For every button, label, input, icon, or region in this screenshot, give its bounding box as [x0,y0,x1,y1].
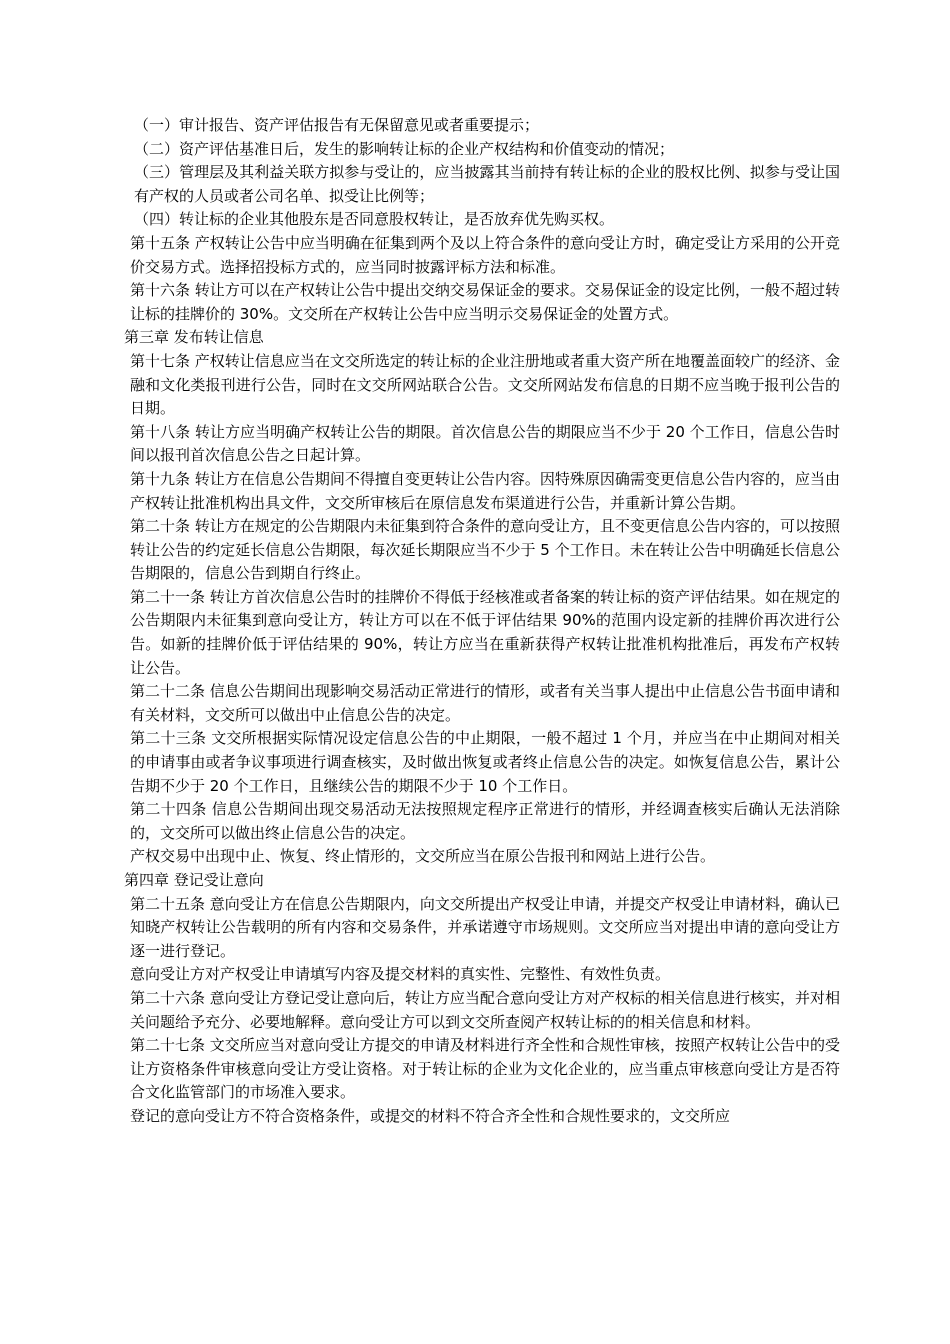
paragraph: 意向受让方对产权受让申请填写内容及提交材料的真实性、完整性、有效性负责。 [130,965,671,984]
paragraph: 第十六条 转让方可以在产权转让公告中提出交纳交易保证金的要求。交易保证金的设定比例，一般不超过转让标的挂牌价的 30%。文交所在产权转让公告中应当明示交易保证金的处置方式。 [130,281,840,323]
paragraph: 第十七条 产权转让信息应当在文交所选定的转让标的企业注册地或者重大资产所在地覆盖面较广的经济、金融和文化类报刊进行公告，同时在文交所网站联合公告。文交所网站发布信息的日期不应当晚于报刊公告的日期。 [130,351,840,418]
paragraph: （三）管理层及其利益关联方拟参与受让的，应当披露其当前持有转让标的企业的股权比例、拟参与受让国有产权的人员或者公司名单、拟受让比例等； [134,163,840,205]
paragraph: 第十五条 产权转让公告中应当明确在征集到两个及以上符合条件的意向受让方时，确定受让方采用的公开竞价交易方式。选择招投标方式的，应当同时披露评标方法和标准。 [130,233,840,276]
paragraph: 第二十条 转让方在规定的公告期限内未征集到符合条件的意向受让方，且不变更信息公告内容的，可以按照转让公告的约定延长信息公告期限，每次延长期限应当不少于 5 个工作日。未在转让公告中明确延长信息公告期限的，信息公告到期自行终止。 [130,517,840,583]
paragraph: 第二十二条 信息公告期间出现影响交易活动正常进行的情形，或者有关当事人提出中止信息公告书面申请和有关材料，文交所可以做出中止信息公告的决定。 [130,682,840,724]
paragraph: 第十九条 转让方在信息公告期间不得擅自变更转让公告内容。因特殊原因确需变更信息公告内容的，应当由产权转让批准机构出具文件，文交所审核后在原信息发布渠道进行公告，并重新计算公告期。 [130,469,840,512]
paragraph: 第二十五条 意向受让方在信息公告期限内，向文交所提出产权受让申请，并提交产权受让申请材料，确认已知晓产权转让公告载明的所有内容和交易条件，并承诺遵守市场规则。文交所应当对提出申请的意向受让方逐一进行登记。 [130,894,840,960]
paragraph: 第二十六条 意向受让方登记受让意向后，转让方应当配合意向受让方对产权标的相关信息进行核实，并对相关问题给予充分、必要地解释。意向受让方可以到文交所查阅产权转让标的的相关信息和材料。 [130,988,840,1031]
paragraph: 登记的意向受让方不符合资格条件，或提交的材料不符合齐全性和合规性要求的，文交所应 [130,1106,731,1125]
chapter-heading: 第三章 发布转让信息 [124,328,264,347]
paragraph: 产权交易中出现中止、恢复、终止情形的，文交所应当在原公告报刊和网站上进行公告。 [130,847,716,866]
paragraph: 第二十一条 转让方首次信息公告时的挂牌价不得低于经核准或者备案的转让标的资产评估结果。如在规定的公告期限内未征集到意向受让方，转让方可以在不低于评估结果 90%的范围内设定新的挂牌价再次进行公告。如新的挂牌价低于评估结果的 90%，转让方应当在重新获得产权转让批准机构批准后，再发布产权转让公告。 [130,587,840,677]
paragraph: （四）转让标的企业其他股东是否同意股权转让，是否放弃优先购买权。 [134,210,615,229]
chapter-heading: 第四章 登记受让意向 [124,871,264,889]
paragraph: 第二十三条 文交所根据实际情况设定信息公告的中止期限，一般不超过 1 个月，并应当在中止期间对相关的申请事由或者争议事项进行调查核实，及时做出恢复或者终止信息公告的决定。如恢复信息公告，累计公告期不少于 20 个工作日，且继续公告的期限不少于 10 个工作日。 [130,729,840,795]
paragraph: （一）审计报告、资产评估报告有无保留意见或者重要提示； [134,116,540,134]
paragraph: 第十八条 转让方应当明确产权转让公告的期限。首次信息公告的期限应当不少于 20 个工作日，信息公告时间以报刊首次信息公告之日起计算。 [130,422,840,465]
paragraph: 第二十四条 信息公告期间出现交易活动无法按照规定程序正常进行的情形，并经调查核实后确认无法消除的，文交所可以做出终止信息公告的决定。 [130,800,840,842]
document-page [124,114,840,1129]
paragraph: （二）资产评估基准日后，发生的影响转让标的企业产权结构和价值变动的情况； [134,139,675,158]
paragraph: 第二十七条 文交所应当对意向受让方提交的申请及材料进行齐全性和合规性审核，按照产权转让公告中的受让方资格条件审核意向受让方受让资格。对于转让标的企业为文化企业的，应当重点审核意向受让方是否符合文化监管部门的市场准入要求。 [130,1036,840,1102]
